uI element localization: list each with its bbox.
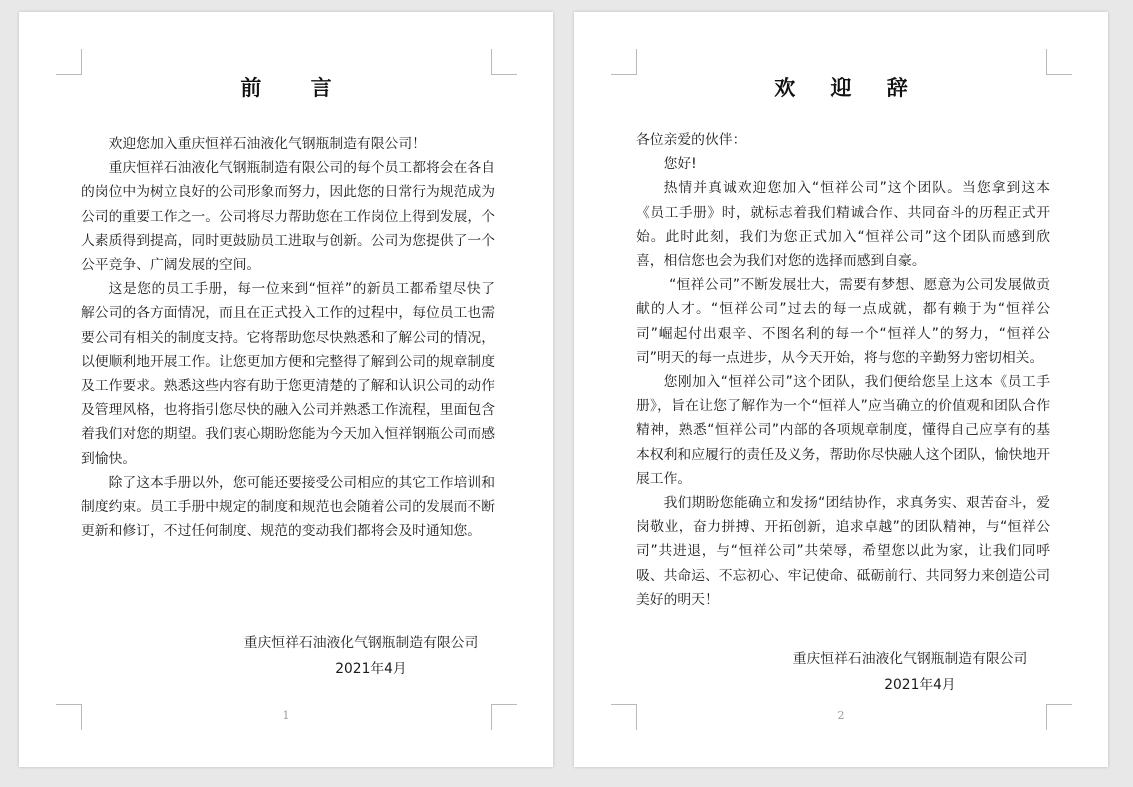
page-number: 2 xyxy=(837,709,845,722)
salutation: 各位亲爱的伙伴： xyxy=(636,132,747,148)
signature-date: 2021年4月 xyxy=(335,661,407,677)
signature-block xyxy=(780,646,1040,698)
paragraph: 除了这本手册以外，您可能还要接受公司相应的其它工作培训和制度约束。员工手册中规定的制度和规范也会随着公司的发展而不断更新和修订，不过任何制度、规范的变动我们都将会及时通知您。 xyxy=(81,474,495,540)
signature-date: 2021年4月 xyxy=(884,677,956,693)
signature-company: 重庆恒祥石油液化气钢瓶制造有限公司 xyxy=(243,635,479,651)
document-page-2 xyxy=(574,12,1108,767)
page-number: 1 xyxy=(282,709,290,722)
page-title: 欢 迎 辞 xyxy=(774,76,922,100)
paragraph: 热情并真诚欢迎您加入“恒祥公司”这个团队。当您拿到这本《员工手册》时，就标志着我们精诚合作、共同奋斗的历程正式开始。此时此刻，我们为您正式加入“恒祥公司”这个团队而感到欣喜，相信您也会为我们对您的选择而感到自豪。 xyxy=(636,180,1050,270)
greeting: 您好! xyxy=(663,156,697,173)
paragraph: 您刚加入“恒祥公司”这个团队，我们便给您呈上这本《员工手册》，旨在让您了解作为一个“恒祥人”应当确立的价值观和团队合作精神，熟悉“恒祥公司”内部的各项规章制度，懂得自己应享有的基本权利和应履行的责任及义务，帮助你尽快融人这个团队，愉快地开展工作。 xyxy=(636,374,1050,487)
page-title: 前 言 xyxy=(240,76,353,100)
paragraph: 我们期盼您能确立和发扬“团结协作，求真务实、艰苦奋斗，爱岗敬业，奋力拼搏、开拓创新，追求卓越”的团队精神，与“恒祥公司”共进退，与“恒祥公司”共荣辱，希望您以此为家，让我们同呼吸、共命运、不忘初心、牢记使命、砥砺前行、共同努力来创造公司美好的明天！ xyxy=(636,495,1050,608)
paragraph: “恒祥公司”不断发展壮大，需要有梦想、愿意为公司发展做贡献的人才。“恒祥公司”过去的每一点成就，都有赖于为“恒祥公司”崛起付出艰辛、不图名利的每一个“恒祥人”的努力，“恒祥公司”明天的每一点进步，从今天开始，将与您的辛勤努力密切相关。 xyxy=(636,277,1050,366)
body-text xyxy=(81,132,495,543)
document-page-1 xyxy=(19,12,553,767)
signature-company: 重庆恒祥石油液化气钢瓶制造有限公司 xyxy=(792,651,1028,667)
paragraph: 这是您的员工手册，每一位来到“恒祥”的新员工都希望尽快了解公司的各方面情况，而且在正式投入工作的过程中，每位员工也需要公司有相关的制度支持。它将帮助您尽快熟悉和了解公司的情况，以便顺利地开展工作。让您更加方便和完整得了解到公司的规章制度及工作要求。熟悉这些内容有助于您更清楚的了解和认识公司的动作及管理风格，也将指引您尽快的融入公司并熟悉工作流程，里面包含着我们对您的期望。我们衷心期盼您能为今天加入恒祥钢瓶公司而感到愉快。 xyxy=(81,281,495,467)
signature-block xyxy=(231,630,491,682)
body-text xyxy=(636,128,1050,612)
paragraph: 欢迎您加入重庆恒祥石油液化气钢瓶制造有限公司！ xyxy=(108,136,426,152)
paragraph: 重庆恒祥石油液化气钢瓶制造有限公司的每个员工都将会在各自的岗位中为树立良好的公司形象而努力，因此您的日常行为规范成为公司的重要工作之一。公司将尽力帮助您在工作岗位上得到发展，个人素质得到提高，同时更鼓励员工进取与创新。公司为您提供了一个公平竞争、广阔发展的空间。 xyxy=(81,160,495,274)
